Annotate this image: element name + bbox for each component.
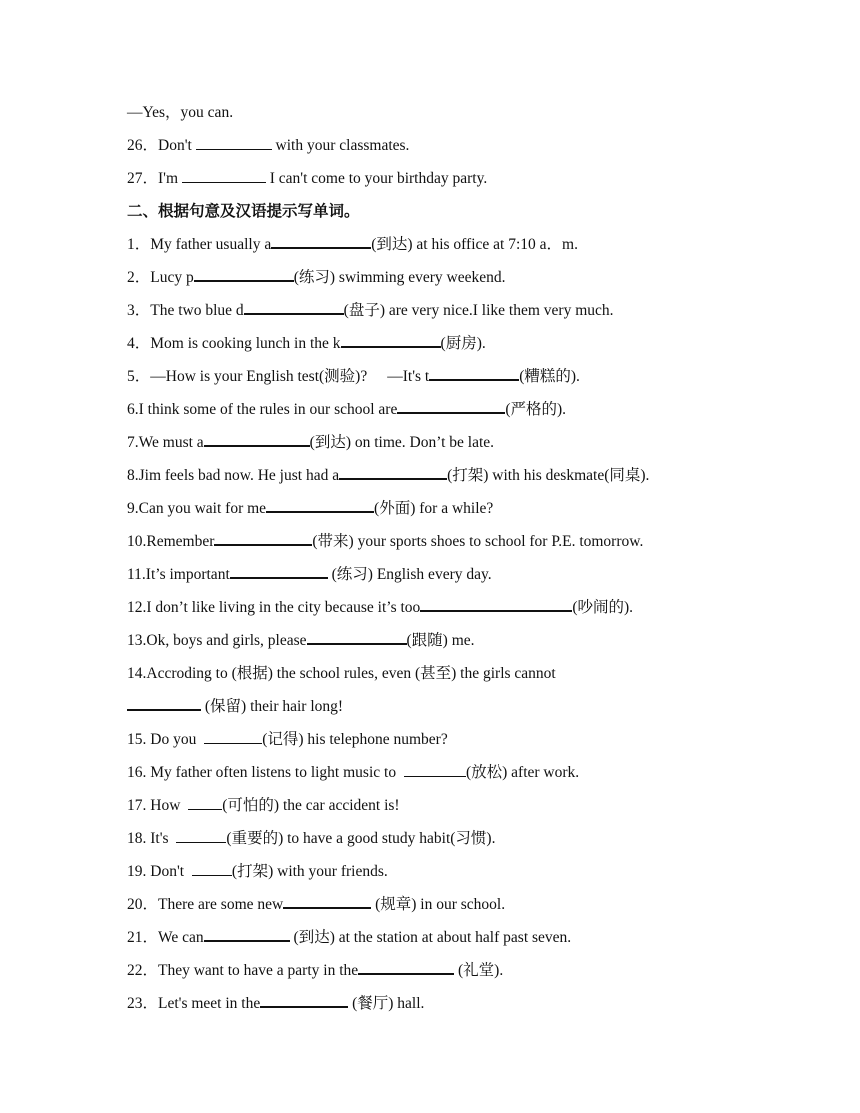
answer-blank[interactable] [204, 925, 290, 943]
line-text: 18. It's [127, 830, 173, 847]
answer-blank[interactable] [204, 430, 310, 448]
line-text: 11.It’s important [127, 566, 230, 583]
line-text: (重要的) to have a good study habit(习惯). [226, 830, 496, 847]
line-text: (到达) on time. Don’t be late. [309, 434, 495, 451]
line-text: 9.Can you wait for me [127, 500, 267, 517]
exercise-line [127, 921, 747, 954]
exercise-line [127, 360, 747, 393]
line-text: 10.Remember [127, 533, 215, 550]
line-text: (跟随) me. [406, 632, 475, 649]
line-text: (到达) at his office at 7:10 a．m. [371, 236, 578, 253]
line-text: (到达) at the station at about half past seven. [289, 929, 572, 946]
line-text: 19. Don't [127, 863, 188, 880]
line-text: (打架) with his deskmate(同桌). [447, 467, 650, 484]
line-text: (可怕的) the car accident is! [222, 797, 400, 814]
exercise-line [127, 426, 747, 459]
line-text: 3．The two blue d [127, 302, 244, 319]
line-text: (糟糕的). [519, 368, 580, 385]
exercise-line [127, 129, 747, 162]
answer-blank[interactable] [339, 463, 447, 481]
exercise-line [127, 723, 747, 756]
line-text: 14.Accroding to (根据) the school rules, even (甚至) the girls cannot [127, 665, 556, 682]
line-text: 26．Don't [127, 137, 196, 154]
exercise-line [127, 96, 747, 129]
line-text: 8.Jim feels bad now. He just had a [127, 467, 340, 484]
line-text: 20．There are some new [127, 896, 284, 913]
line-text: —Yes，you can. [127, 104, 234, 121]
answer-blank[interactable] [192, 860, 232, 877]
exercise-line [127, 756, 747, 789]
line-text: (放松) after work. [465, 764, 580, 781]
line-text: (严格的). [505, 401, 567, 418]
answer-blank[interactable] [397, 397, 505, 415]
line-text: (练习) English every day. [327, 566, 492, 583]
line-text: with your classmates. [271, 137, 410, 154]
answer-blank[interactable] [176, 827, 226, 844]
exercise-line [127, 261, 747, 294]
answer-blank[interactable] [196, 134, 272, 151]
exercise-line [127, 624, 747, 657]
exercise-line [127, 888, 747, 921]
answer-blank[interactable] [204, 728, 262, 745]
exercise-line [127, 822, 747, 855]
exercise-line [127, 228, 747, 261]
answer-blank[interactable] [271, 232, 371, 250]
worksheet-page [127, 96, 747, 1020]
answer-blank[interactable] [127, 694, 201, 712]
answer-blank[interactable] [404, 761, 466, 778]
line-text: 16. My father often listens to light music to [127, 764, 400, 781]
line-text: (记得) his telephone number? [262, 731, 448, 748]
line-text: 17. How [127, 797, 185, 814]
answer-blank[interactable] [244, 298, 344, 316]
line-text: (吵闹的). [572, 599, 634, 616]
line-text: 2．Lucy p [127, 269, 194, 286]
line-text: 1．My father usually a [127, 236, 272, 253]
line-text: 二、根据句意及汉语提示写单词。 [127, 203, 360, 220]
line-text: (厨房). [440, 335, 486, 352]
answer-blank[interactable] [429, 364, 519, 382]
exercise-line [127, 558, 747, 591]
line-text: (练习) swimming every weekend. [293, 269, 506, 286]
line-text: 6.I think some of the rules in our school are [127, 401, 398, 418]
answer-blank[interactable] [358, 958, 454, 976]
exercise-line [127, 492, 747, 525]
answer-blank[interactable] [188, 794, 222, 811]
line-text: 13.Ok, boys and girls, please [127, 632, 307, 649]
exercise-line [127, 162, 747, 195]
line-text: —It's t [387, 368, 430, 385]
answer-blank[interactable] [230, 562, 328, 580]
line-text: (保留) their hair long! [201, 698, 344, 715]
exercise-line [127, 789, 747, 822]
exercise-line [127, 327, 747, 360]
line-text: (外面) for a while? [374, 500, 494, 517]
exercise-line [127, 525, 747, 558]
line-text: (餐厅) hall. [348, 995, 425, 1012]
line-text: 15. Do you [127, 731, 201, 748]
line-text: (礼堂). [454, 962, 504, 979]
exercise-line [127, 855, 747, 888]
answer-blank[interactable] [266, 496, 374, 514]
answer-blank[interactable] [214, 529, 312, 547]
line-text: 12.I don’t like living in the city because it’s too [127, 599, 421, 616]
exercise-line [127, 987, 747, 1020]
line-text: 4．Mom is cooking lunch in the k [127, 335, 341, 352]
answer-blank[interactable] [307, 628, 407, 646]
line-text: (带来) your sports shoes to school for P.E. tomorrow. [312, 533, 644, 550]
exercise-line [127, 954, 747, 987]
line-text: I can't come to your birthday party. [265, 170, 488, 187]
exercise-line [127, 657, 747, 690]
answer-blank[interactable] [260, 991, 348, 1009]
line-text: 27．I'm [127, 170, 182, 187]
line-text: (规章) in our school. [371, 896, 506, 913]
exercise-line [127, 591, 747, 624]
line-text: (打架) with your friends. [231, 863, 388, 880]
line-text: 5．—How is your English test(测验)? [127, 368, 368, 385]
section-heading [127, 195, 747, 228]
line-text: 7.We must a [127, 434, 204, 451]
line-text: 21．We can [127, 929, 204, 946]
exercise-line [127, 690, 747, 723]
line-text: 23．Let's meet in the [127, 995, 261, 1012]
line-text: 22．They want to have a party in the [127, 962, 359, 979]
line-text: (盘子) are very nice.I like them very much. [343, 302, 614, 319]
answer-blank[interactable] [182, 167, 266, 184]
answer-blank[interactable] [283, 892, 371, 910]
answer-blank[interactable] [194, 265, 294, 283]
answer-blank[interactable] [420, 595, 572, 613]
exercise-line [127, 393, 747, 426]
answer-blank[interactable] [341, 331, 441, 349]
exercise-line [127, 459, 747, 492]
exercise-line [127, 294, 747, 327]
